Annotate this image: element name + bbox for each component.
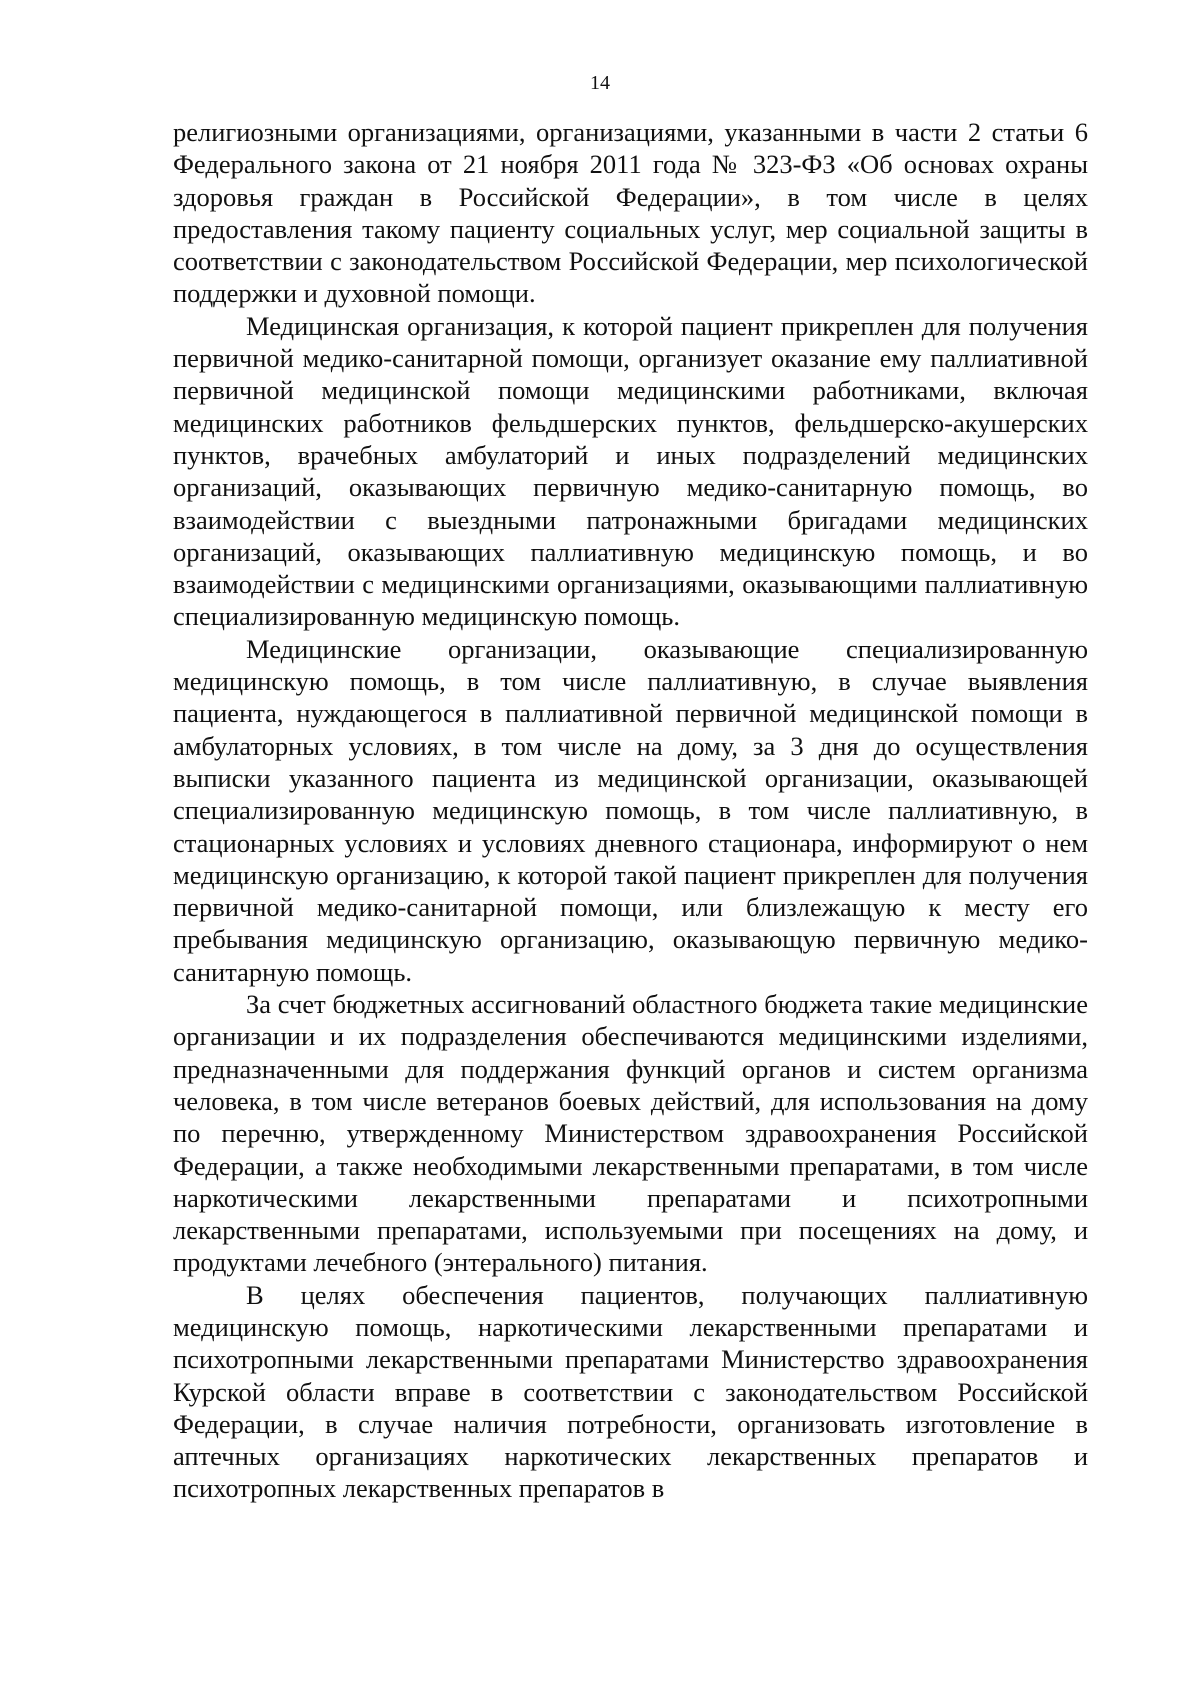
- paragraph-continuation: религиозными организациями, организациями, указанными в части 2 статьи 6 Федерального закона от 21 ноября 2011 года № 323-ФЗ «Об основах охраны здоровья граждан в Российской Федерации», в том числе в целях предоставления такому пациенту социальных услуг, мер социальной защиты в соответствии с законодательством Российской Федерации, мер психологической поддержки и духовной помощи.: [173, 117, 1088, 309]
- paragraph: За счет бюджетных ассигнований областного бюджета такие медицинские организации и их подразделения обеспечиваются медицинскими изделиями, предназначенными для поддержания функций органов и систем организма человека, в том числе ветеранов боевых действий, для использования на дому по перечню, утвержденному Министерством здравоохранения Российской Федерации, а также необходимыми лекарственными препаратами, в том числе наркотическими лекарственными препаратами и психотропными лекарственными препаратами, используемыми при посещениях на дому, и продуктами лечебного (энтерального) питания.: [173, 989, 1088, 1278]
- paragraph: Медицинские организации, оказывающие специализированную медицинскую помощь, в том числе паллиативную, в случае выявления пациента, нуждающегося в паллиативной первичной медицинской помощи в амбулаторных условиях, в том числе на дому, за 3 дня до осуществления выписки указанного пациента из медицинской организации, оказывающей специализированную медицинскую помощь, в том числе паллиативную, в стационарных условиях и условиях дневного стационара, информируют о нем медицинскую организацию, к которой такой пациент прикреплен для получения первичной медико-санитарной помощи, или близлежащую к месту его пребывания медицинскую организацию, оказывающую первичную медико-санитарную помощь.: [173, 633, 1088, 987]
- document-body: [173, 116, 1088, 1505]
- paragraph: Медицинская организация, к которой пациент прикреплен для получения первичной медико-санитарной помощи, организует оказание ему паллиативной первичной медицинской помощи медицинскими работниками, включая медицинских работников фельдшерских пунктов, фельдшерско-акушерских пунктов, врачебных амбулаторий и иных подразделений медицинских организаций, оказывающих первичную медико-санитарную помощь, во взаимодействии с выездными патронажными бригадами медицинских организаций, оказывающих паллиативную медицинскую помощь, и во взаимодействии с медицинскими организациями, оказывающими паллиативную специализированную медицинскую помощь.: [173, 310, 1088, 632]
- paragraph: В целях обеспечения пациентов, получающих паллиативную медицинскую помощь, наркотическими лекарственными препаратами и психотропными лекарственными препаратами Министерство здравоохранения Курской области вправе в соответствии с законодательством Российской Федерации, в случае наличия потребности, организовать изготовление в аптечных организациях наркотических лекарственных препаратов и психотропных лекарственных препаратов в: [173, 1279, 1088, 1504]
- page-number: 14: [590, 72, 610, 94]
